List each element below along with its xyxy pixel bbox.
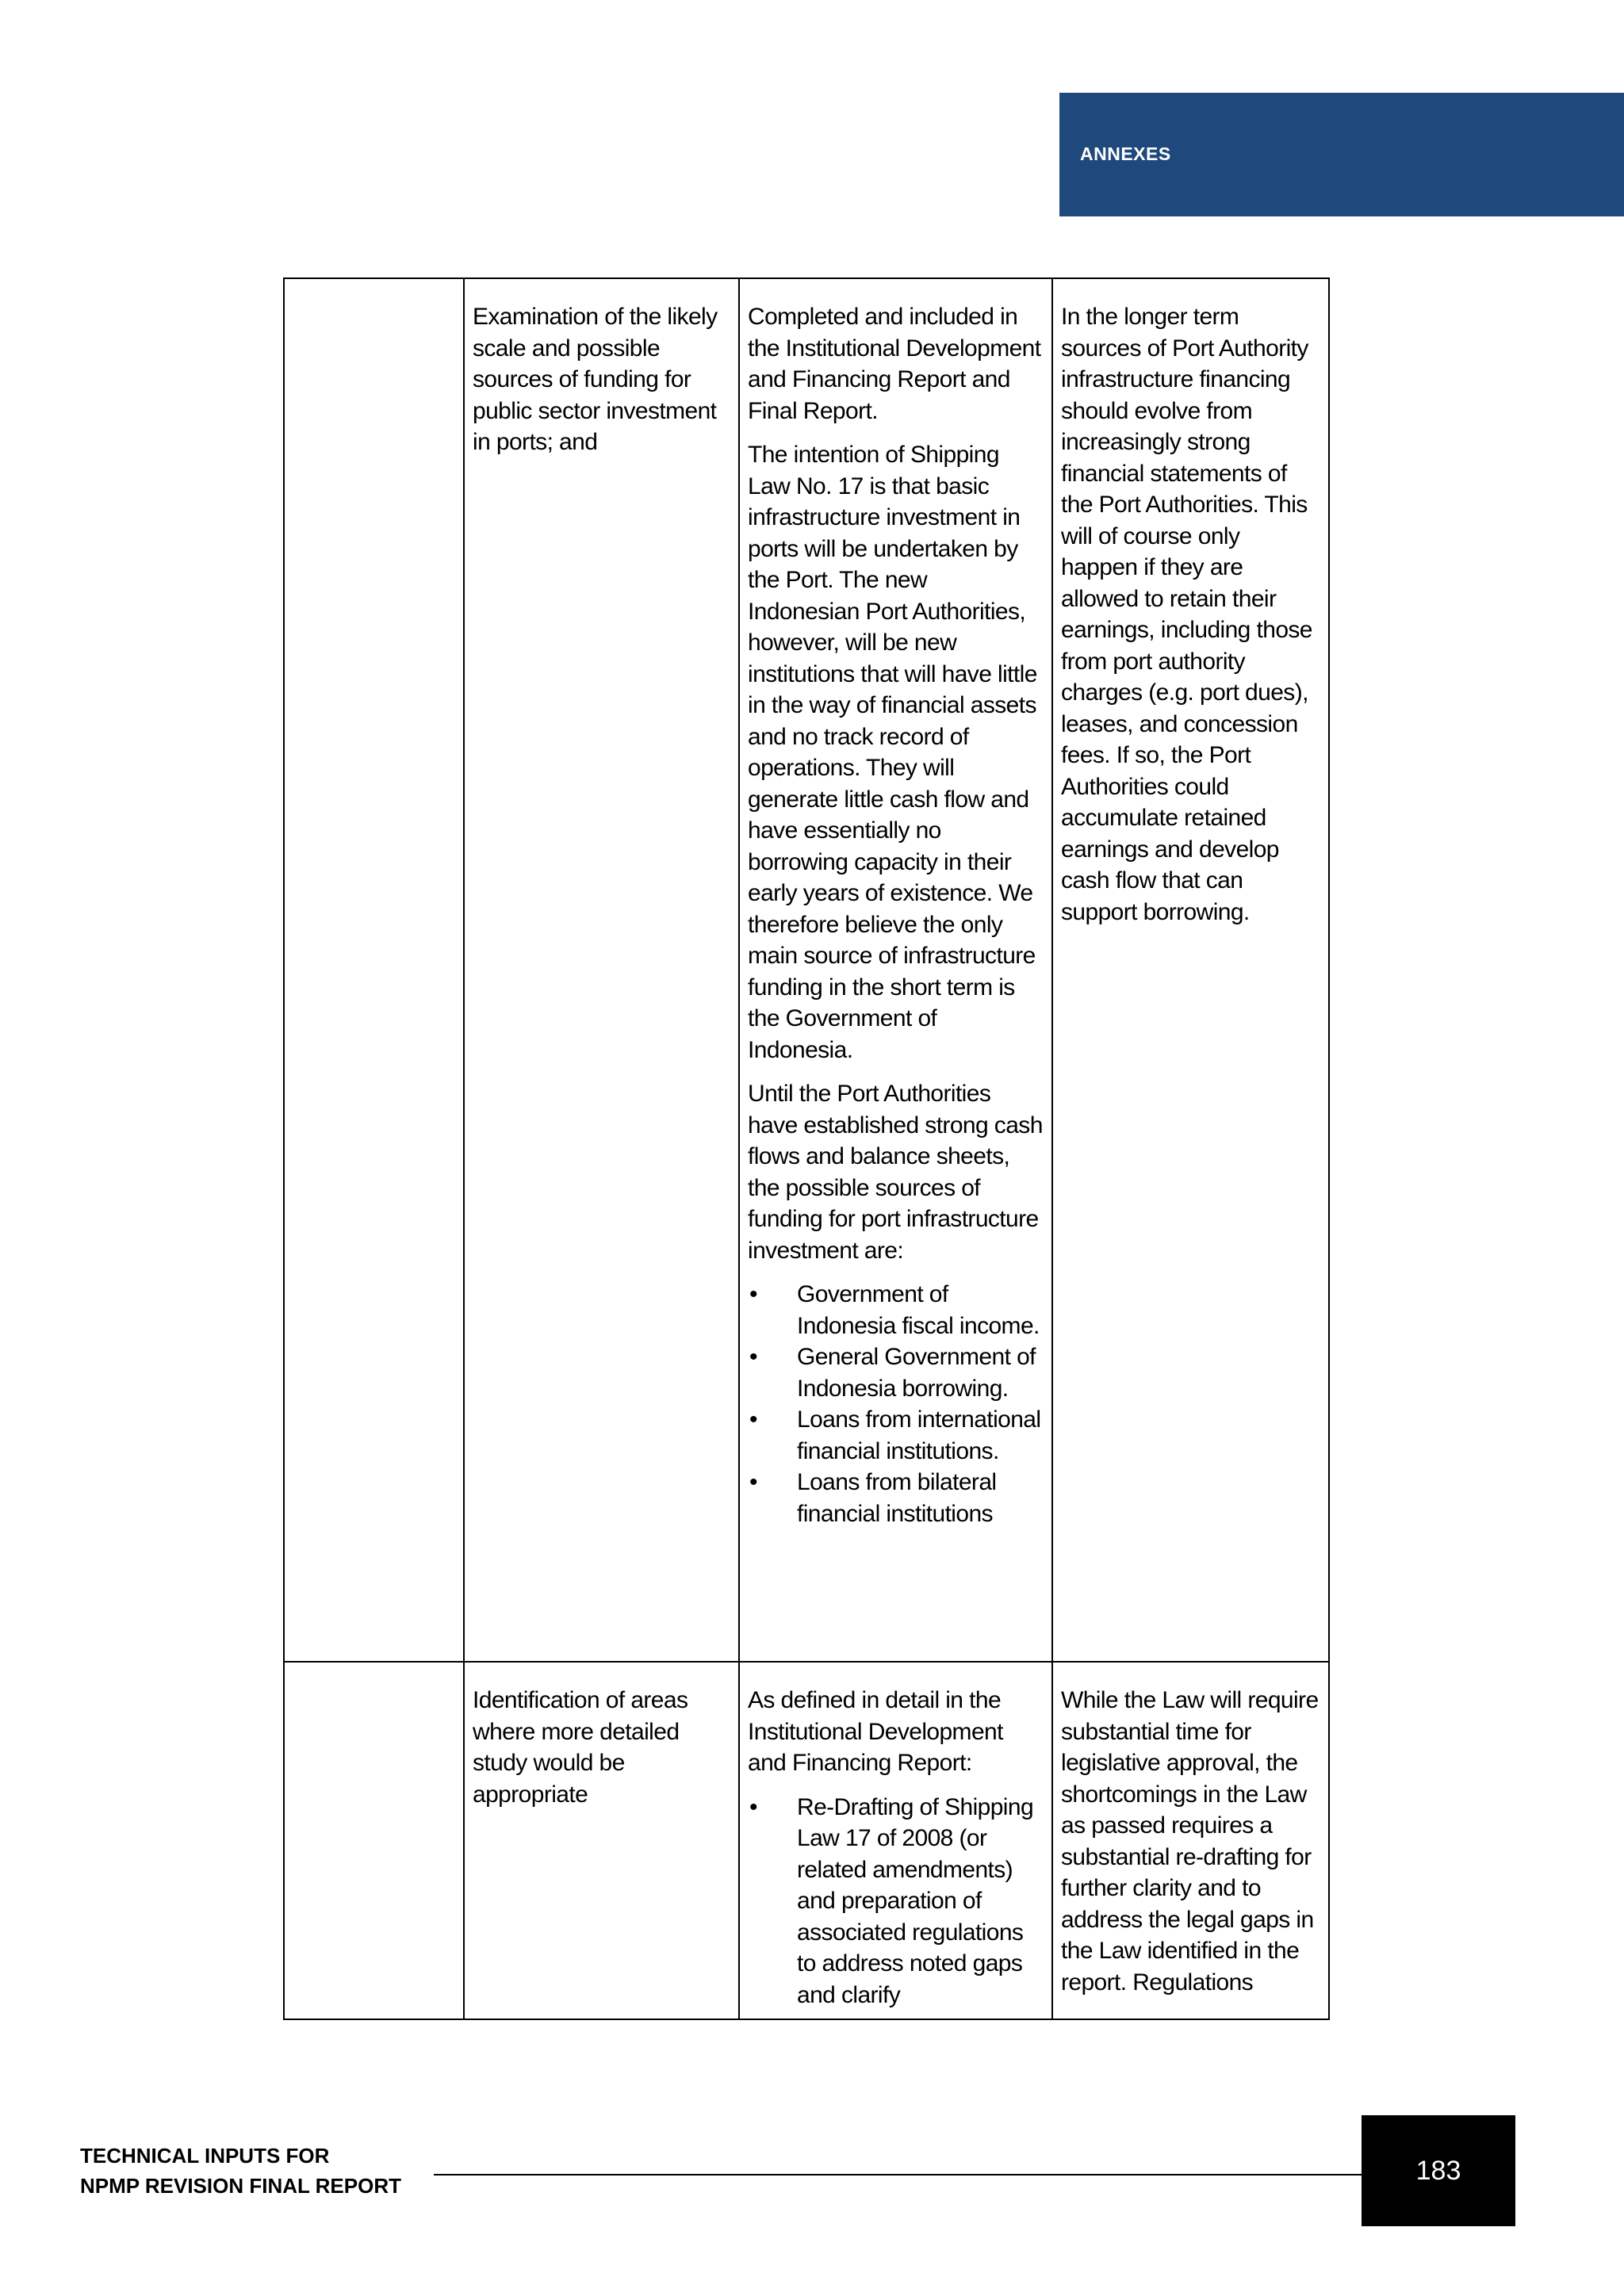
page-number: 183 xyxy=(1415,2155,1461,2186)
status-paragraph: The intention of Shipping Law No. 17 is that basic infrastructure investment in ports will be undertaken by the Port. The new Indonesian Port Authorities, however, will be new institutions that will have little in the way of financial assets and no track record of operations. They will generate little cash flow and have essentially no borrowing capacity in their early years of existence. We therefore believe the only main source of infrastructure funding in the short term is the Government of Indonesia. xyxy=(748,442,1037,1063)
list-item: • Loans from bilateral financial institutions xyxy=(748,1467,1044,1529)
table-cell-task xyxy=(464,278,739,1662)
list-item: • Re-Drafting of Shipping Law 17 of 2008 (or related amendments) and preparation of associated regulations to address noted gaps and clarify xyxy=(748,1792,1044,2011)
footer-line-1: TECHNICAL INPUTS FOR xyxy=(80,2144,330,2168)
table-row xyxy=(284,278,1329,1662)
footer-report-title xyxy=(80,2141,401,2201)
table-cell-comment xyxy=(1052,278,1329,1662)
comment-text: While the Law will require substantial time for legislative approval, the shortcomings in the Law as passed requires a substantial re-drafting for further clarity and to address the legal gaps in the Law identified in the report. Regulations xyxy=(1061,1687,1319,1996)
footer-line-2: NPMP REVISION FINAL REPORT xyxy=(80,2174,401,2198)
annex-table xyxy=(283,277,1330,2020)
list-item: • Loans from international financial institutions. xyxy=(748,1404,1044,1467)
table-cell-task xyxy=(464,1662,739,2019)
status-paragraph: Until the Port Authorities have established strong cash flows and balance sheets, the possible sources of funding for port infrastructure investment are: xyxy=(748,1081,1043,1264)
table-cell-empty xyxy=(284,1662,464,2019)
list-item: • Government of Indonesia fiscal income. xyxy=(748,1279,1044,1341)
task-text: Identification of areas where more detailed study would be appropriate xyxy=(473,1687,688,1808)
section-title: ANNEXES xyxy=(1080,144,1171,164)
table-cell-comment xyxy=(1052,1662,1329,2019)
table-cell-empty xyxy=(284,278,464,1662)
page-number-box xyxy=(1362,2115,1515,2226)
table-cell-status xyxy=(739,278,1052,1662)
table-cell-status xyxy=(739,1662,1052,2019)
footer-divider xyxy=(434,2174,1362,2175)
study-areas-list xyxy=(748,1792,1044,2011)
status-paragraph: Completed and included in the Institutional Development and Financing Report and Final Report. xyxy=(748,304,1041,424)
comment-text: In the longer term sources of Port Authority infrastructure financing should evolve from increasingly strong financial statements of the Port Authorities. This will of course only happen if they are allowed to retain their earnings, including those from port authority charges (e.g. port dues), leases, and concession fees. If so, the Port Authorities could accumulate retained earnings and develop cash flow that can support borrowing. xyxy=(1061,304,1312,925)
section-header-tab xyxy=(1059,93,1624,216)
funding-sources-list xyxy=(748,1279,1044,1529)
table-row xyxy=(284,1662,1329,2019)
list-item: • General Government of Indonesia borrowing. xyxy=(748,1341,1044,1404)
status-paragraph: As defined in detail in the Institutional Development and Financing Report: xyxy=(748,1687,1003,1776)
task-text: Examination of the likely scale and possible sources of funding for public sector investment in ports; and xyxy=(473,304,718,455)
